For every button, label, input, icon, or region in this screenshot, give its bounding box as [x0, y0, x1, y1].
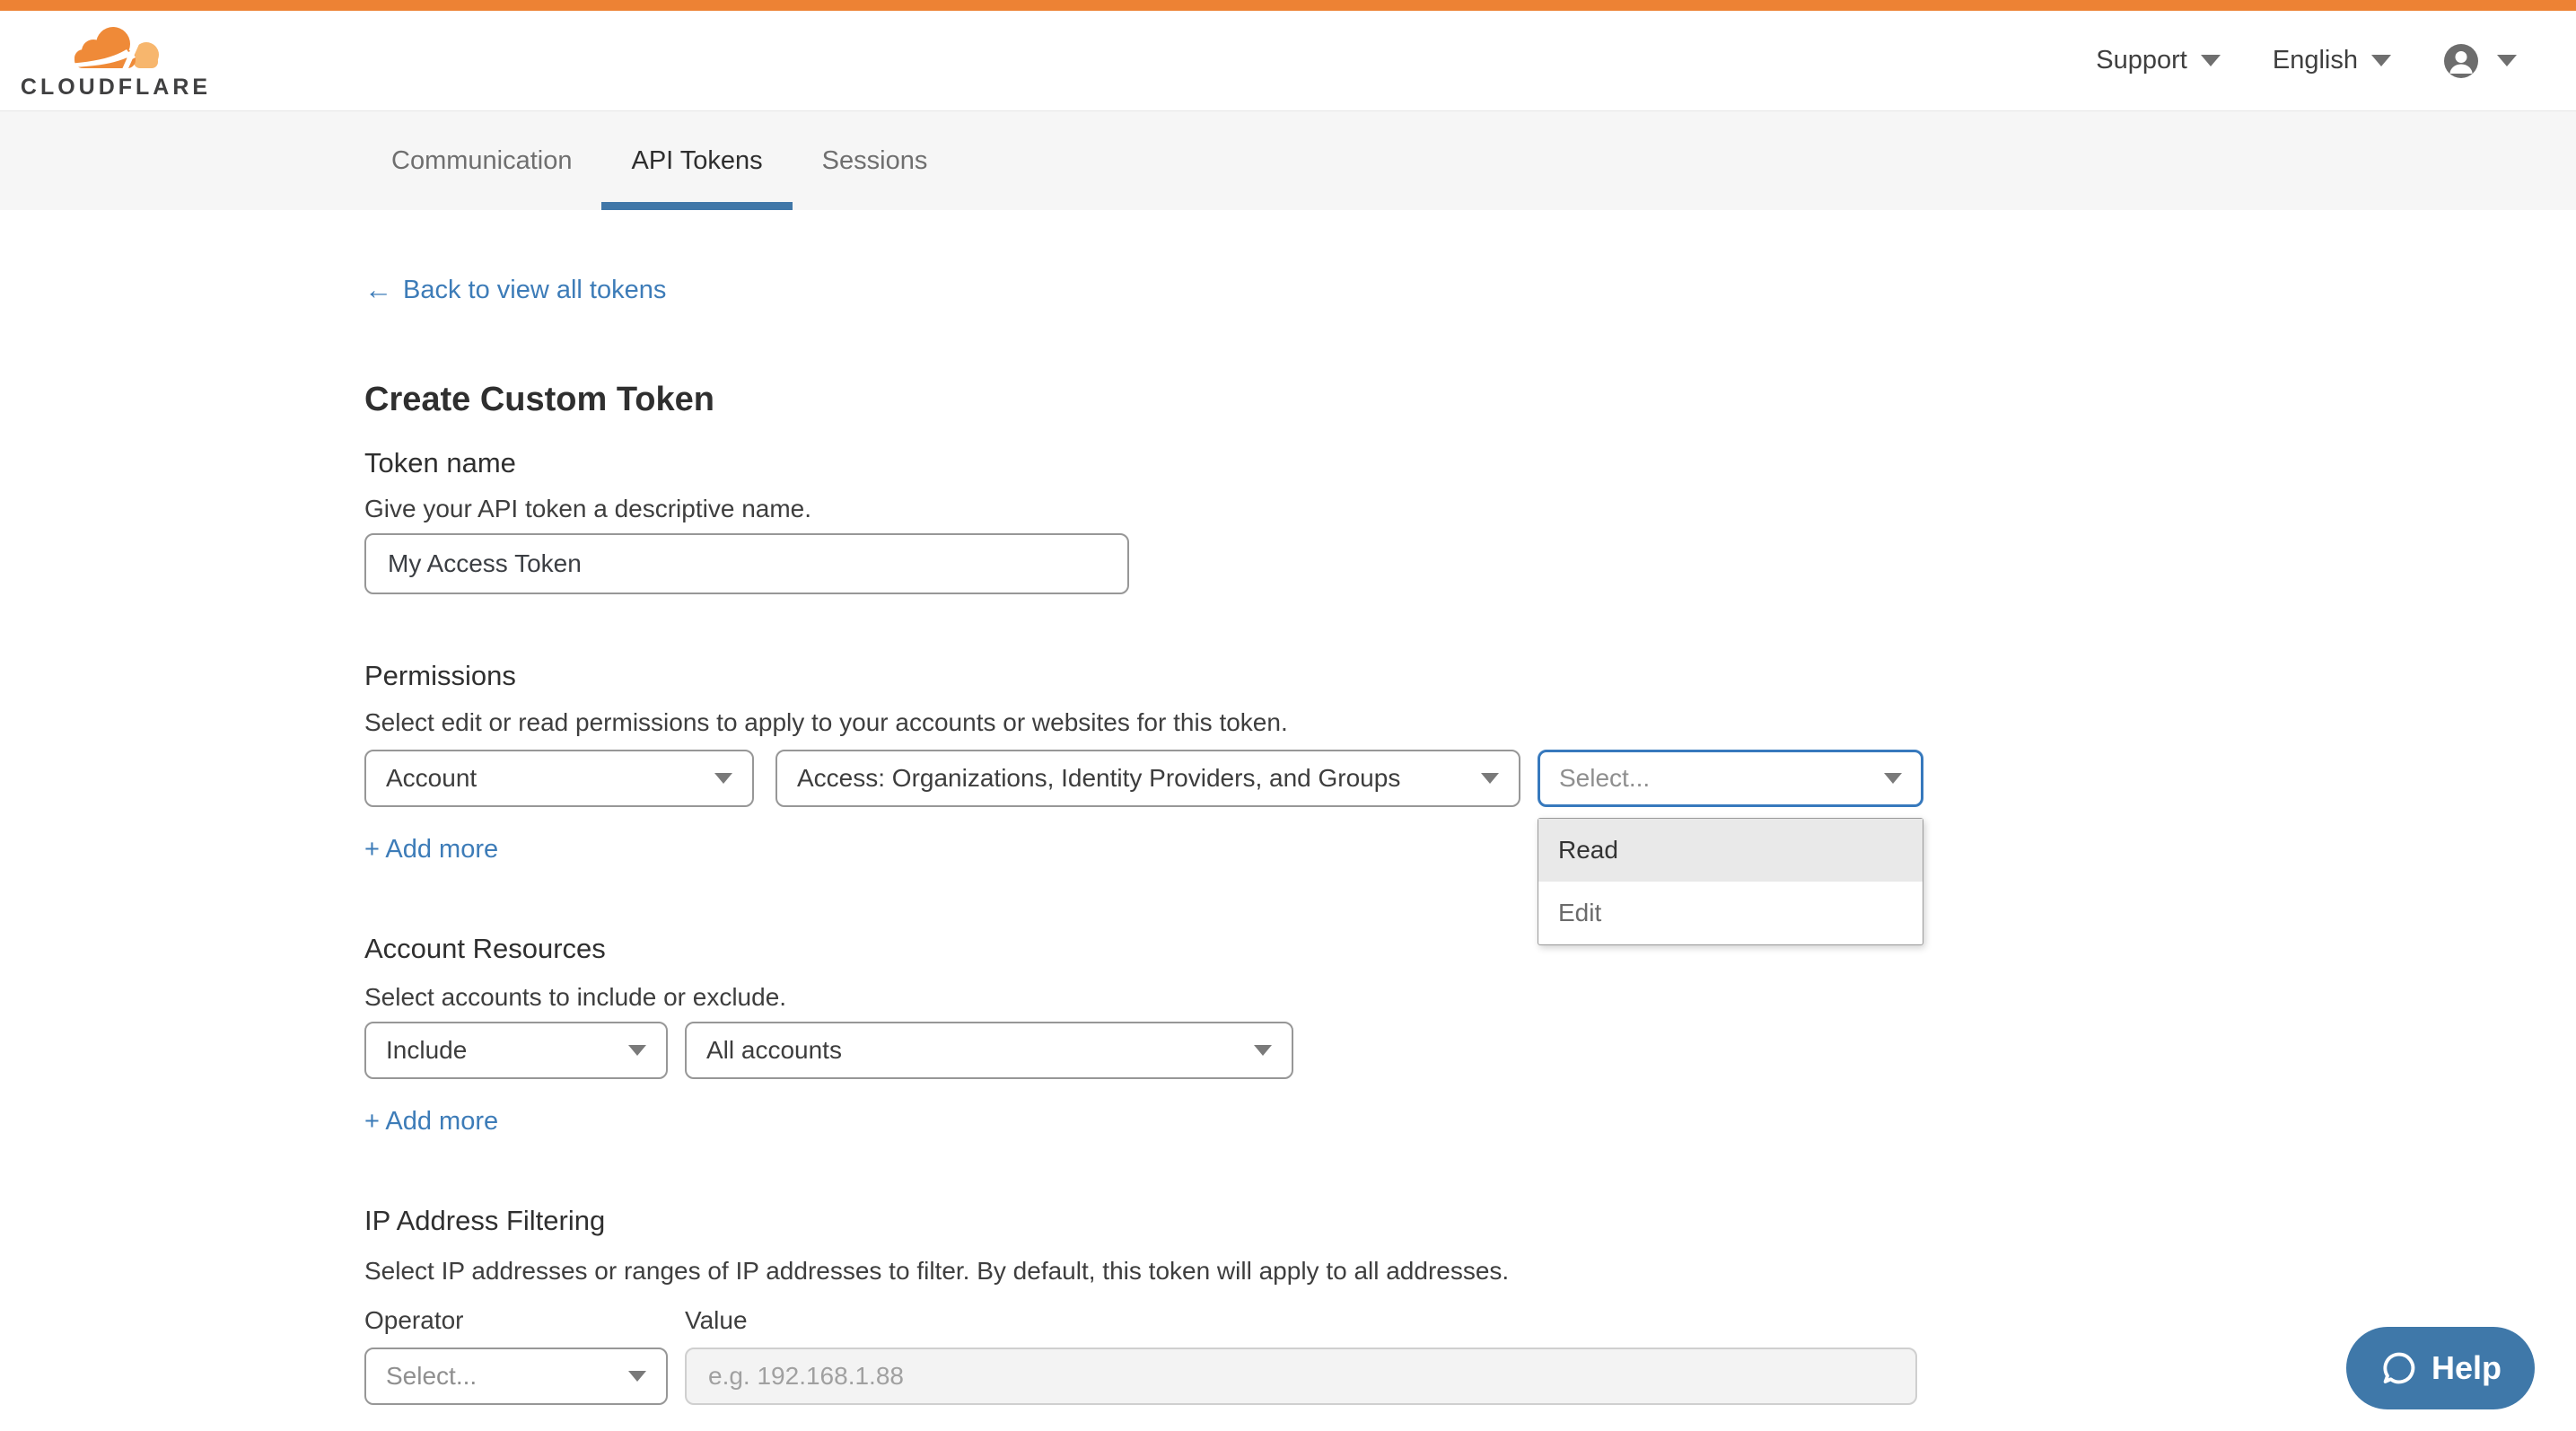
account-mode-value: Include	[386, 1036, 468, 1064]
brand-top-strip	[0, 0, 2576, 11]
help-button-label: Help	[2431, 1349, 2502, 1386]
user-avatar-icon	[2443, 43, 2479, 79]
profile-tabbar	[0, 111, 2576, 210]
dropdown-option-read[interactable]: Read	[1538, 819, 1923, 882]
chat-bubble-icon	[2379, 1348, 2419, 1388]
back-arrow-icon: ←	[364, 274, 392, 305]
cloudflare-cloud-icon	[66, 22, 166, 74]
permission-access-wrap	[1538, 750, 1923, 926]
account-resources-row	[364, 1022, 2576, 1079]
account-resources-heading: Account Resources	[364, 933, 606, 964]
help-button[interactable]	[2346, 1327, 2535, 1409]
ip-filtering-section	[364, 1204, 2576, 1405]
account-mode-select[interactable]	[364, 1022, 668, 1079]
token-name-section	[364, 446, 2576, 594]
token-name-description: Give your API token a descriptive name.	[364, 495, 812, 522]
permissions-add-more-link[interactable]: + Add more	[364, 835, 499, 864]
chevron-down-icon	[628, 1045, 646, 1056]
access-dropdown-menu	[1538, 818, 1923, 945]
support-menu[interactable]	[2096, 46, 2221, 75]
permissions-heading: Permissions	[364, 660, 516, 691]
value-label: Value	[685, 1306, 748, 1334]
permission-scope-value: Account	[386, 764, 478, 792]
chevron-down-icon	[2497, 55, 2517, 66]
ip-operator-select[interactable]	[364, 1348, 668, 1405]
chevron-down-icon	[1481, 773, 1499, 784]
ip-filtering-row	[364, 1348, 2576, 1405]
dropdown-option-edit[interactable]: Edit	[1558, 899, 1602, 926]
page-title: Create Custom Token	[364, 381, 714, 418]
permission-access-select[interactable]	[1538, 750, 1923, 807]
chevron-down-icon	[2371, 55, 2391, 66]
ip-filtering-description: Select IP addresses or ranges of IP addresses to filter. By default, this token will apply to all addresses.	[364, 1257, 1510, 1285]
cloudflare-wordmark: CLOUDFLARE	[20, 74, 212, 100]
cloudflare-logo[interactable]	[20, 22, 212, 101]
permission-access-placeholder: Select...	[1559, 764, 1651, 792]
permissions-description: Select edit or read permissions to apply to your accounts or websites for this token.	[364, 708, 1288, 736]
account-resources-section	[364, 932, 2576, 1137]
account-scope-value: All accounts	[706, 1036, 842, 1064]
token-name-input[interactable]	[364, 533, 1129, 594]
chevron-down-icon	[714, 773, 732, 784]
account-resources-description: Select accounts to include or exclude.	[364, 983, 787, 1011]
ip-value-input[interactable]	[685, 1348, 1917, 1405]
account-menu[interactable]	[2443, 43, 2517, 79]
chevron-down-icon	[628, 1371, 646, 1382]
ip-filtering-heading: IP Address Filtering	[364, 1205, 606, 1236]
main-content	[0, 210, 2576, 1405]
tab-communication[interactable]: Communication	[391, 145, 573, 175]
back-to-tokens-link[interactable]	[364, 275, 666, 305]
support-menu-label: Support	[2096, 46, 2187, 75]
permission-scope-select[interactable]	[364, 750, 754, 807]
permissions-section	[364, 659, 2576, 926]
language-menu-label: English	[2272, 46, 2358, 75]
operator-label: Operator	[364, 1306, 464, 1334]
language-menu[interactable]	[2273, 46, 2391, 75]
chevron-down-icon	[1254, 1045, 1272, 1056]
chevron-down-icon	[2201, 55, 2221, 66]
token-name-heading: Token name	[364, 447, 516, 478]
account-resources-add-more-link[interactable]: + Add more	[364, 1107, 499, 1136]
account-scope-select[interactable]	[685, 1022, 1293, 1079]
ip-filtering-labels	[364, 1306, 2576, 1335]
tab-api-tokens[interactable]: API Tokens	[601, 111, 792, 210]
tab-sessions[interactable]: Sessions	[821, 145, 928, 175]
chevron-down-icon	[1884, 773, 1902, 784]
permission-resource-value: Access: Organizations, Identity Providers, and Groups	[797, 764, 1401, 792]
permission-resource-select[interactable]	[775, 750, 1520, 807]
back-link-label: Back to view all tokens	[403, 276, 667, 304]
header	[0, 11, 2576, 111]
header-nav	[2096, 43, 2517, 79]
ip-operator-placeholder: Select...	[386, 1362, 478, 1390]
